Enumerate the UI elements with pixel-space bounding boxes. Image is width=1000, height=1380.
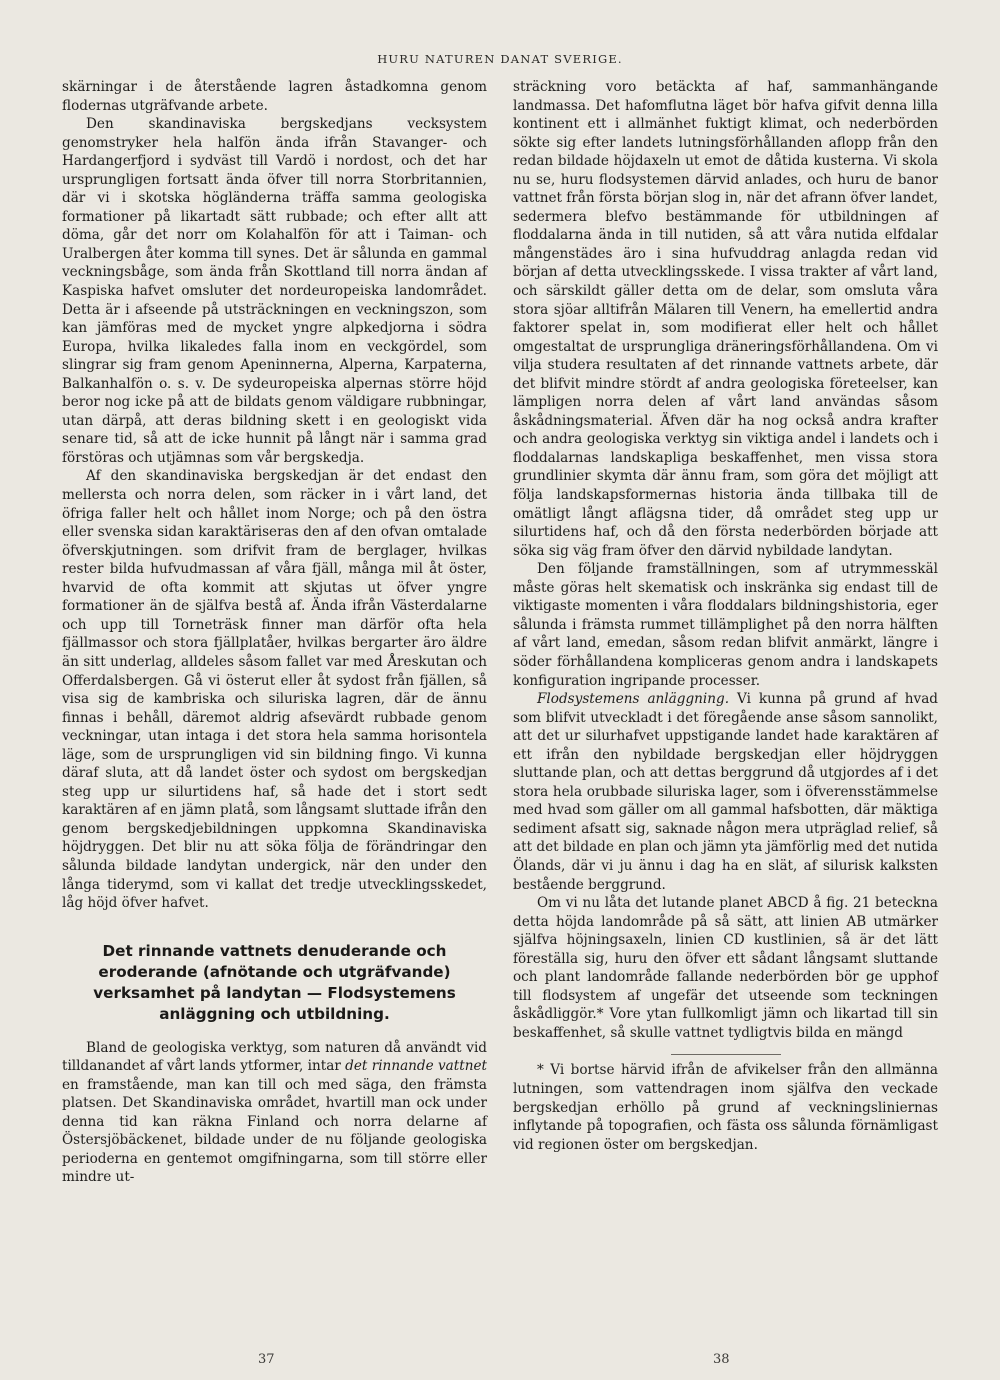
left-column [62,78,487,1187]
paragraph: Den skandinaviska bergskedjans vecksystem genomstryker hela halfön ända ifrån Stavanger- och Hardangerfjord i sydväst till Vardö i nordost, och det har ursprungligen fortsatt ända öfver till norra Storbritannien, där vi i skotska högländerna träffa samma geologiska formationer på likartadt sätt rubbade; och efter allt att döma, går det norr om Kolahalfön för att i Taiman- och Uralbergen åter komma till synes. Det är sålunda en gammal veckningsbåge, som ända från Skottland till norra ändan af Kaspiska hafvet omsluter det nordeuropeiska landområdet. Detta är i afseende på utsträckningen en veckningszon, som kan jämföras med de mycket yngre alpkedjorna i södra Europa, hvilka likaledes falla inom en veckgördel, som slingrar sig fram genom Apeninnerna, Alperna, Karpaterna, Balkanhalfön o. s. v. De sydeuropeiska alpernas större höjd beror nog icke på att de bildats genom väldigare rubbningar, utan därpå, att deras bildning skett i en geologiskt vida senare tid, så att de icke hunnit på långt när i samma grad förstöras och utjämnas som vår bergskedja. [62,116,487,466]
paragraph: skärningar i de återstående lagren åstadkomna genom flodernas utgräfvande arbete. [62,79,487,114]
paragraph [62,1039,487,1187]
emphasis: Flodsystemens anläggning. [537,691,730,708]
paragraph: sträckning voro betäckta af haf, sammanhängande landmassa. Det hafomflutna läget bör hafva gifvit denna lilla kontinent ett i allmänhet fuktigt klimat, och nederbörden sökte sig efter landets lutningsförhållanden aflopp från den redan bildade höjdaxeln ut emot de dåtida kusterna. Vi skola nu se, huru flodsystemen därvid anlades, och huru de banor vattnet från första början slog in, när det afrann öfver landet, sedermera blefvo bestämmande för utbildningen af floddalarna ända in till nutiden, så att våra nutida elfdalar mångenstädes äro i sina hufvuddrag anlagda redan vid början af detta utvecklingsskede. I vissa trakter af vårt land, och särskildt gäller detta om de delar, som omsluta våra stora sjöar alltifrån Mälaren till Venern, ha emellertid andra faktorer spelat in, som modifierat eller helt och hållet omgestaltat de ursprungliga dräneringsförhållandena. Om vi vilja studera resultaten af det rinnande vattnets arbete, där det blifvit mindre stördt af andra geologiska företeelser, kan lämpligen norra delen af vårt land användas såsom åskådningsmaterial. Äfven där ha nog också andra krafter och andra geologiska verktyg sin viktiga andel i landets och i floddalarnas landskapliga beskaffenhet, men vissa stora grundlinier skymta där ännu fram, som göra det möjligt att följa landskapsformernas historia ända tillbaka till de omätligt långt aflägsna tider, då området steg upp ur silurtidens haf, och då den första nederbörden började att söka sig väg fram öfver den därvid nybildade landytan. [513,79,938,559]
running-head: HURU NATUREN DANAT SVERIGE. [377,52,623,66]
page-number-left: 37 [258,1352,275,1367]
text-run: en framstående, man kan till och med säga, den främsta platsen. Det Skandinaviska området, hvartill man ock under denna tid kan räkna Finland och norra delarne af Östersjöbäckenet, bildade under de nu följande geologiska perioderna en gentemot omgifningarna, som till större eller mindre ut- [62,1076,487,1186]
paragraph [513,690,938,894]
text-run: Vi kunna på grund af hvad som blifvit utveckladt i det föregående anse såsom sannolikt, att det ur silurhafvet uppstigande landet hade karaktären af ett ifrån den nybildade bergskedjan eller höjdryggen sluttande plan, och att dettas berggrund då utgjordes af i det stora hela orubbade siluriska lager, som i öfverensstämmelse med hvad som gäller om all gammal hafsbotten, där mäktiga sediment afsatt sig, saknade någon mera utpräglad relief, så att det bildade en plan och jämn yta jämförlig med det nutida Ölands, där vi ju ännu i dag ha en slät, af silurisk kalksten bestående berggrund. [513,691,938,893]
right-column [513,78,938,1154]
section-heading: Det rinnande vattnets denuderande och eroderande (afnötande och utgräfvande) verksamhet på landytan — Flodsystemens anläggning och utbildning. [93,941,456,1023]
text-run: Bland de geologiska verktyg, som naturen då användt vid tilldanandet af vårt lands ytformer, intar [62,1039,487,1075]
footnote-divider [671,1054,781,1055]
paragraph: Den följande framställningen, som af utrymmesskäl måste göras helt skematisk och inskränka sig endast till de viktigaste momenten i våra floddalars bildningshistoria, eger sålunda i främsta rummet tillämplighet på den norra hälften af vårt land, emedan, såsom redan blifvit anmärkt, längre i söder förhållandena kompliceras genom andra i landskapets konfiguration ingripande processer. [513,561,938,689]
paragraph: Om vi nu låta det lutande planet ABCD å fig. 21 beteckna detta höjda landområde på så sätt, att linien AB utmärker själfva höjningsaxeln, linien CD kustlinien, så är det lätt föreställa sig, huru den öfver ett sådant långsamt sluttande och plant landområde fallande nederbörden bör ge upphof till flodsystem af ungefär det utseende som teckningen åskådliggör.* Vore ytan fullkomligt jämn och likartad till sin beskaffenhet, så skulle vattnet tydligtvis bilda en mängd [513,895,938,1041]
page-number-right: 38 [713,1352,730,1367]
emphasis: det rinnande vattnet [345,1058,487,1075]
paragraph: Af den skandinaviska bergskedjan är det endast den mellersta och norra delen, som räcker in i vårt land, det öfriga faller helt och hållet inom Norge; och på den östra eller svenska sidan karaktäriseras den af den ofvan omtalade öfverskjutningen. som drifvit fram de berglager, hvilkas rester bilda hufvudmassan af våra fjäll, många mil åt öster, hvarvid de ofta kommit att skjutas ut öfver yngre formationer än de själfva bestå af. Ända ifrån Västerdalarne och upp till Torneträsk finner man därför ofta hela fjällmassor och stora fjällplatåer, hvilkas bergarter äro äldre än sitt underlag, alldeles såsom fallet var med Åreskutan och Offerdalsbergen. Gå vi österut eller åt sydost från fjällen, så visa sig de kambriska och siluriska lagren, där de ännu finnas i behåll, däremot aldrig afsevärdt rubbade genom veckningar, utan intaga i det stora hela samma horisontela läge, som de ursprungligen vid sin bildning fingo. Vi kunna däraf sluta, att då landet öster och sydost om bergskedjan steg upp ur silurtidens haf, så hade det i stort sedt karaktären af en jämn platå, som långsamt sluttade ifrån den genom bergskedjebildningen uppkomna Skandinaviska höjdryggen. Det blir nu att söka följa de förändringar den sålunda bildade landytan undergick, när den under den långa tiderymd, som vi kallat det tredje utvecklingsskedet, låg höjd öfver hafvet. [62,468,487,912]
footnote: * Vi bortse härvid ifrån de afvikelser från den allmänna lutningen, som vattendragen inom själfva den veckade bergskedjan erhöllo på grund af veckningsliniernas inflytande på topografien, och fästa oss sålunda förnämligast vid regionen öster om bergskedjan. [513,1062,938,1153]
